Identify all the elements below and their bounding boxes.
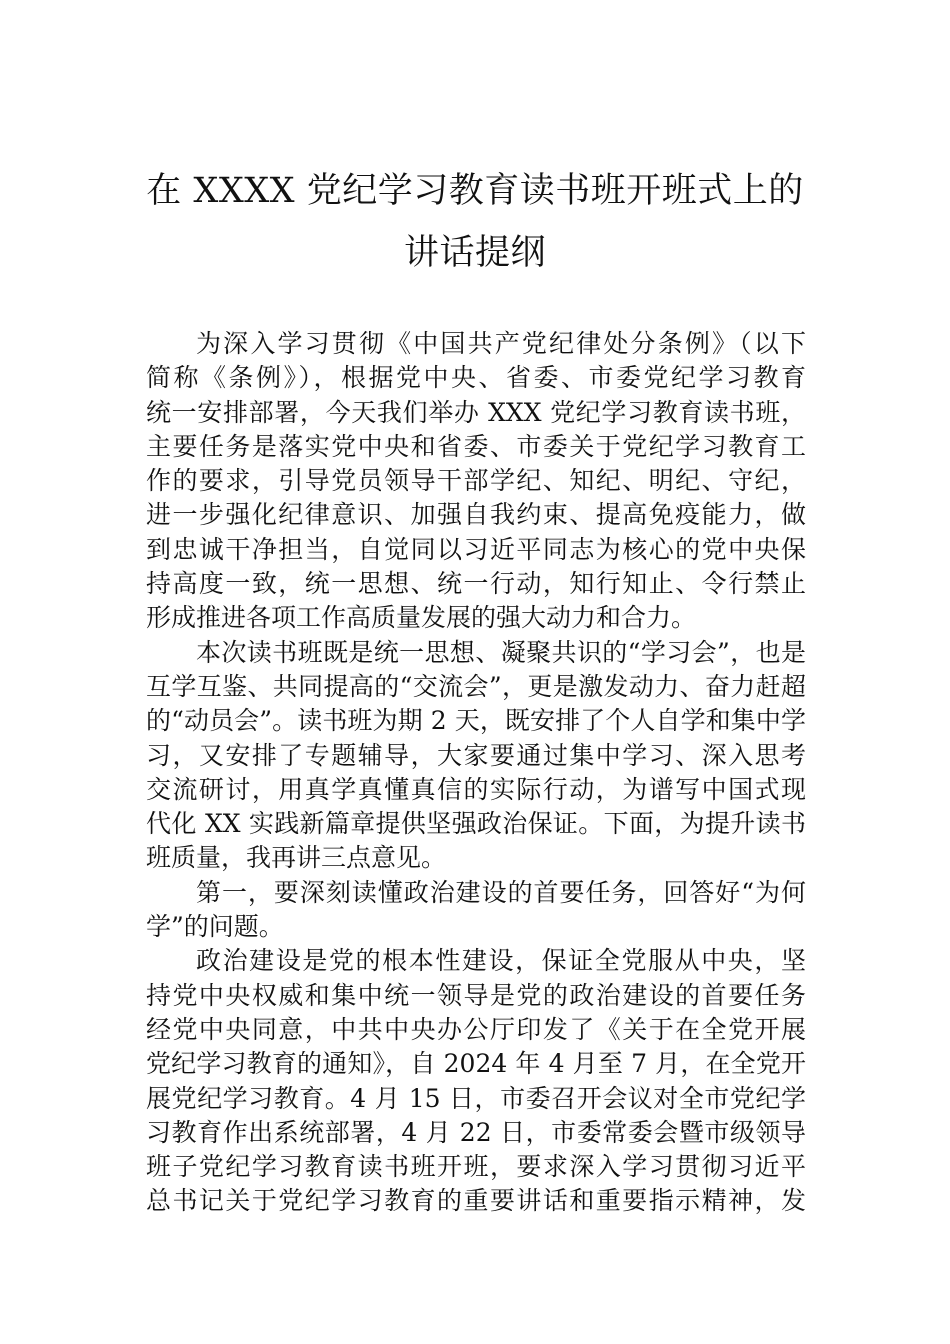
paragraph-line: 班子党纪学习教育读书班开班，要求深入学习贯彻习近平: [146, 1152, 806, 1182]
paragraph-line: 代化 XX 实践新篇章提供坚强政治保证。下面，为提升读书: [146, 809, 806, 839]
paragraph-line: 到忠诚干净担当，自觉同以习近平同志为核心的党中央保: [146, 534, 806, 564]
paragraph-line: 进一步强化纪律意识、加强自我约束、提高免疫能力，做: [146, 500, 806, 530]
paragraph-line: 经党中央同意，中共中央办公厅印发了《关于在全党开展: [146, 1014, 806, 1044]
paragraph-line: 持高度一致，统一思想、统一行动，知行知止、令行禁止: [146, 569, 806, 599]
body-paragraph: [146, 327, 806, 636]
paragraph-line: 的“动员会”。读书班为期 2 天，既安排了个人自学和集中学: [146, 706, 806, 736]
paragraph-line: 统一安排部署，今天我们举办 XXX 党纪学习教育读书班，: [146, 397, 806, 427]
body-paragraph: [146, 636, 806, 876]
body-paragraph: [146, 944, 806, 1218]
document-title: [140, 160, 810, 284]
paragraph-line: 第一，要深刻读懂政治建设的首要任务，回答好“为何: [196, 877, 806, 907]
paragraph-line: 持党中央权威和集中统一领导是党的政治建设的首要任务: [146, 980, 806, 1010]
paragraph-line: 习教育作出系统部署，4 月 22 日，市委常委会暨市级领导: [146, 1117, 806, 1147]
paragraph-line: 总书记关于党纪学习教育的重要讲话和重要指示精神，发: [146, 1186, 806, 1216]
paragraph-line: 主要任务是落实党中央和省委、市委关于党纪学习教育工: [146, 431, 806, 461]
paragraph-line: 班质量，我再讲三点意见。: [146, 843, 447, 873]
paragraph-line: 展党纪学习教育。4 月 15 日，市委召开会议对全市党纪学: [146, 1083, 806, 1113]
title-line-1: 在 XXXX 党纪学习教育读书班开班式上的: [146, 171, 804, 211]
paragraph-line: 政治建设是党的根本性建设，保证全党服从中央，坚: [196, 946, 806, 976]
paragraph-line: 习，又安排了专题辅导，大家要通过集中学习、深入思考: [146, 740, 806, 770]
paragraph-line: 为深入学习贯彻《中国共产党纪律处分条例》（以下: [196, 329, 806, 358]
paragraph-line: 作的要求，引导党员领导干部学纪、知纪、明纪、守纪，: [146, 466, 806, 496]
title-line-2: 讲话提纲: [403, 233, 546, 273]
paragraph-line: 本次读书班既是统一思想、凝聚共识的“学习会”，也是: [196, 637, 806, 667]
paragraph-line: 形成推进各项工作高质量发展的强大动力和合力。: [146, 603, 697, 633]
paragraph-line: 学”的问题。: [146, 912, 284, 942]
paragraph-line: 互学互鉴、共同提高的“交流会”，更是激发动力、奋力赶超: [146, 671, 806, 701]
body-paragraph: [146, 876, 806, 945]
paragraph-line: 简称《条例》），根据党中央、省委、市委党纪学习教育: [146, 363, 806, 393]
paragraph-line: 党纪学习教育的通知》，自 2024 年 4 月至 7 月，在全党开: [146, 1049, 806, 1079]
document-body: [146, 327, 806, 1219]
paragraph-line: 交流研讨，用真学真懂真信的实际行动，为谱写中国式现: [146, 774, 806, 804]
